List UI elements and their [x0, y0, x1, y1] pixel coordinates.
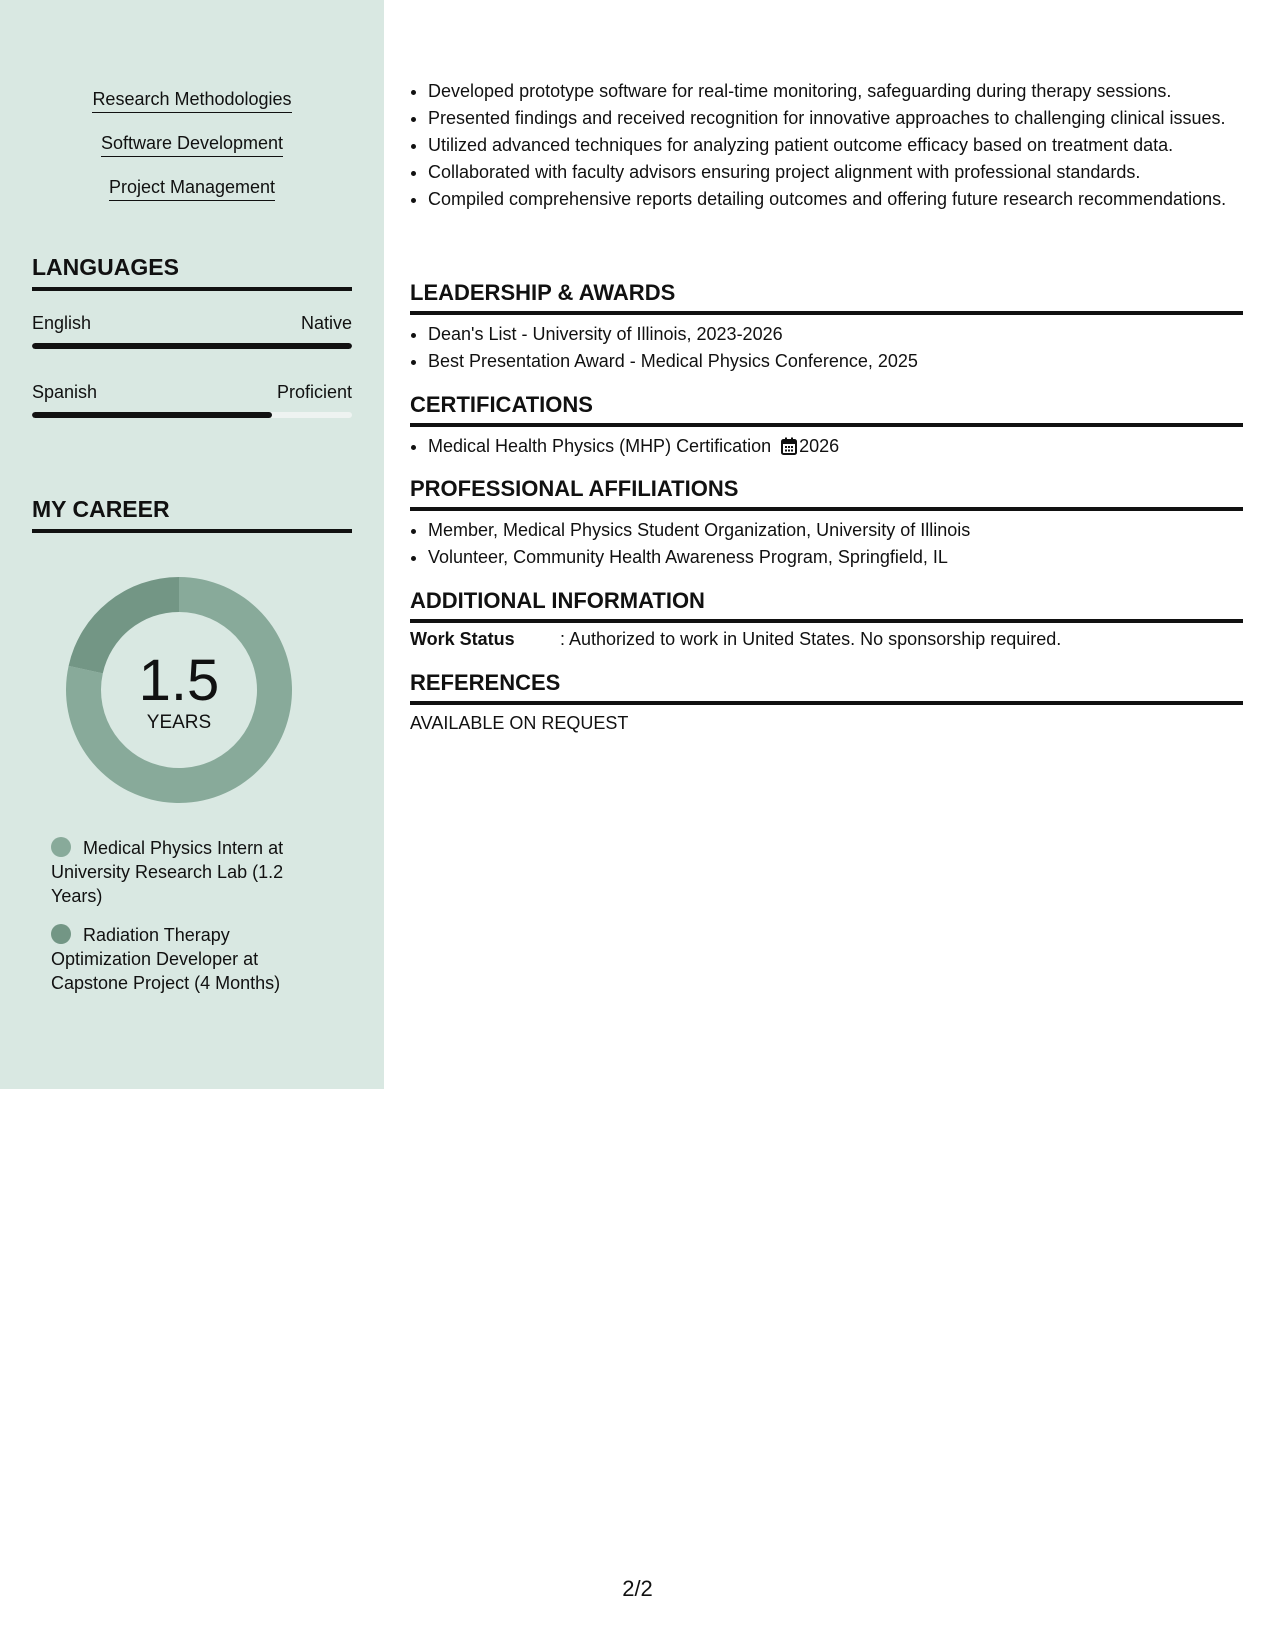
language-bar-fill	[32, 412, 272, 418]
language-spanish	[32, 382, 352, 418]
list-item: • Utilized advanced techniques for analyzing patient outcome efficacy based on treatment data.	[428, 133, 1243, 157]
project-bullets	[410, 79, 1243, 214]
skill-item: Software Development	[101, 132, 283, 157]
career-donut-chart	[66, 577, 292, 803]
career-legend-item	[51, 923, 311, 995]
skill-item: Research Methodologies	[92, 88, 291, 113]
list-item: • Member, Medical Physics Student Organization, University of Illinois	[428, 518, 1261, 542]
page-number: 2/2	[622, 1576, 653, 1601]
language-english	[32, 313, 352, 349]
language-name: Spanish	[32, 382, 98, 402]
language-bar-fill	[32, 343, 352, 349]
language-name: English	[32, 313, 92, 333]
skill-item: Project Management	[109, 176, 275, 201]
language-level: Native	[300, 313, 352, 333]
certifications-heading: CERTIFICATIONS	[410, 392, 1243, 427]
languages-heading: LANGUAGES	[32, 254, 352, 291]
additional-info-heading: ADDITIONAL INFORMATION	[410, 588, 1243, 623]
list-item: • Dean's List - University of Illinois, 2023-2026	[428, 322, 1261, 346]
calendar-icon	[781, 437, 797, 461]
list-item: • Developed prototype software for real-time monitoring, safeguarding during therapy sessions.	[428, 79, 1243, 103]
work-status-label: Work Status	[410, 629, 515, 649]
work-status	[410, 629, 1243, 650]
sidebar	[0, 0, 384, 1089]
legend-dot	[51, 837, 71, 857]
language-bar	[32, 343, 352, 349]
career-label: Medical Physics Intern at University Research Lab (1.2 Years)	[51, 838, 284, 906]
references-heading: REFERENCES	[410, 670, 1243, 705]
list-item: • Volunteer, Community Health Awareness Program, Springfield, IL	[428, 545, 1261, 569]
skills-list	[0, 88, 384, 220]
affiliations-heading: PROFESSIONAL AFFILIATIONS	[410, 476, 1243, 511]
career-total: 1.5	[138, 648, 220, 713]
leadership-heading: LEADERSHIP & AWARDS	[410, 280, 1243, 315]
certification-name: Medical Health Physics (MHP) Certification	[428, 436, 772, 456]
certifications-list	[410, 434, 1261, 464]
career-unit: YEARS	[146, 712, 212, 733]
list-item: • Compiled comprehensive reports detailing outcomes and offering future research recommendations.	[428, 187, 1243, 211]
certification-item	[428, 434, 1261, 461]
language-level: Proficient	[276, 382, 352, 402]
career-heading: MY CAREER	[32, 496, 352, 533]
work-status-value: : Authorized to work in United States. No sponsorship required.	[560, 629, 1062, 649]
list-item: • Collaborated with faculty advisors ensuring project alignment with professional standards.	[428, 160, 1243, 184]
career-label: Radiation Therapy Optimization Developer at Capstone Project (4 Months)	[51, 925, 281, 993]
references-text: AVAILABLE ON REQUEST	[410, 713, 629, 733]
list-item: • Best Presentation Award - Medical Physics Conference, 2025	[428, 349, 1261, 373]
leadership-list	[410, 322, 1261, 376]
affiliations-list	[410, 518, 1261, 572]
certification-year: 2026	[799, 436, 840, 456]
list-item: • Presented findings and received recognition for innovative approaches to challenging clinical issues.	[428, 106, 1243, 130]
language-bar	[32, 412, 352, 418]
career-legend-item	[51, 836, 311, 908]
legend-dot	[51, 924, 71, 944]
